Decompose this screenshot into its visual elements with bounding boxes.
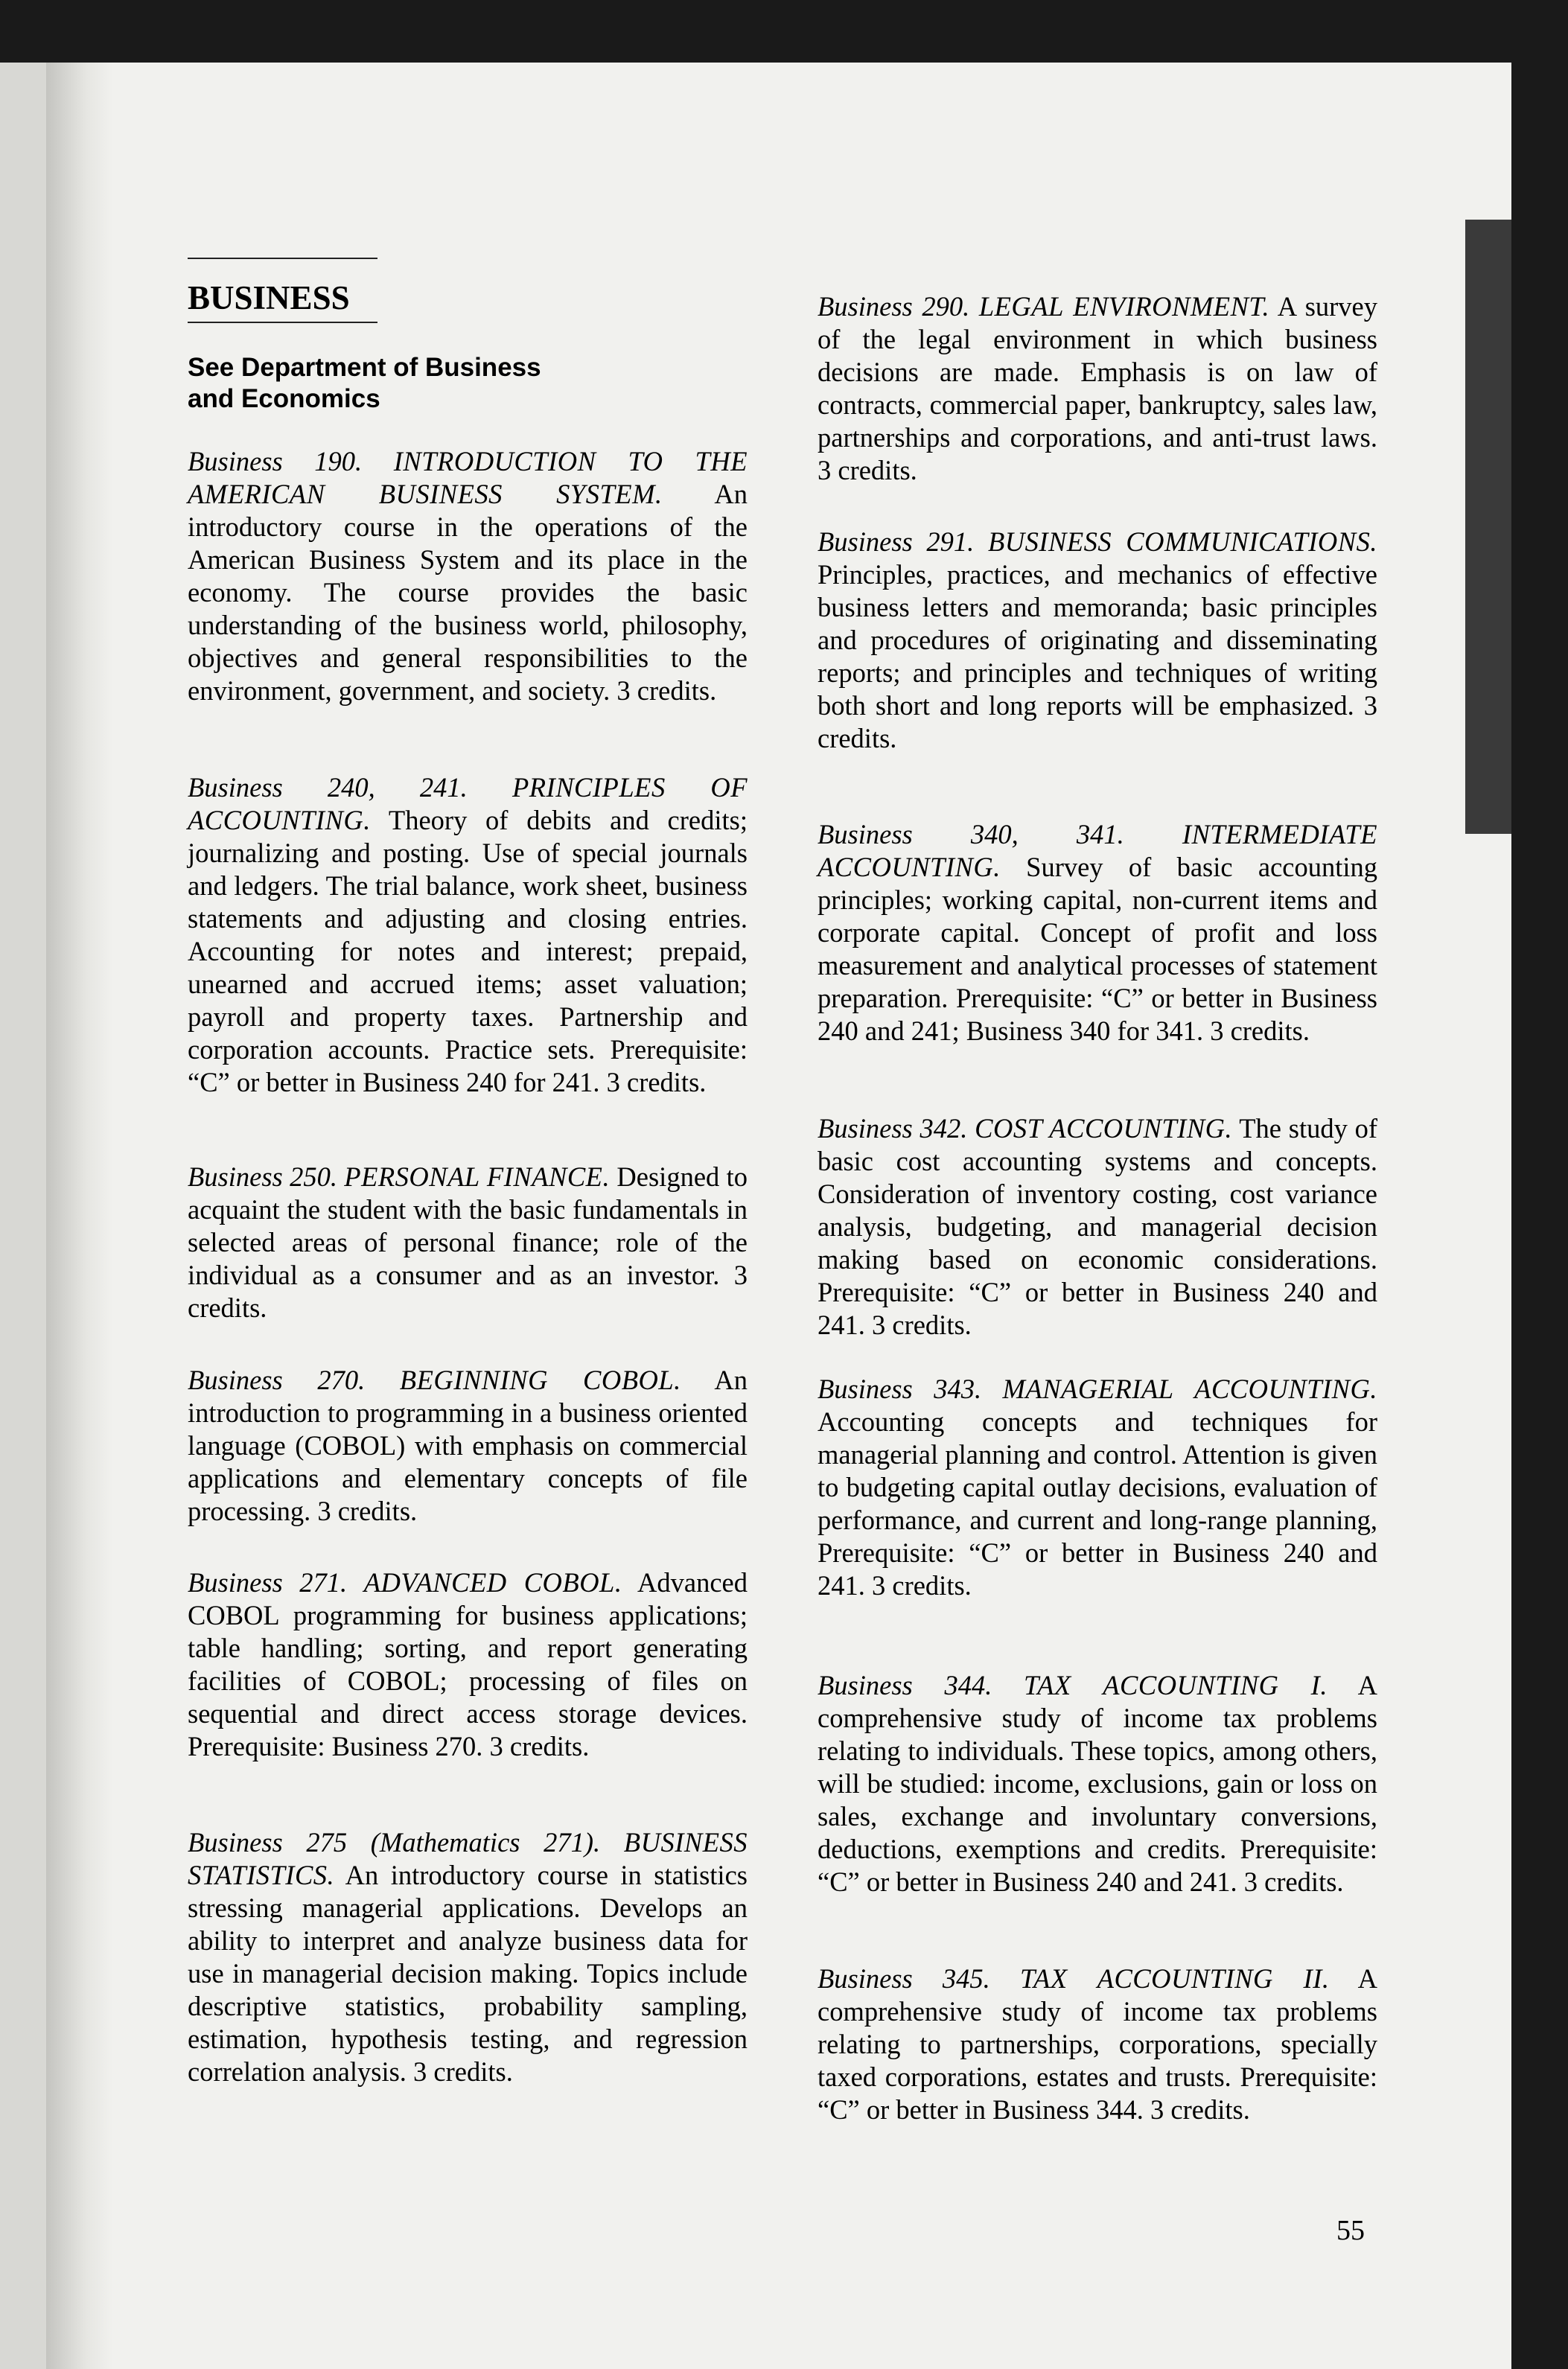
course-entry [188,1364,748,1528]
section-heading: BUSINESS [188,279,350,316]
department-reference [188,352,709,415]
course-description: A survey of the legal environment in which business decisions are made. Emphasis is on law of contracts, commercial paper, bankruptcy, sales law, partnerships and corporations, and anti-trust laws. 3 credits. [818,291,1377,485]
course-number: Business 290. [818,291,970,322]
course-description: An introductory course in statistics stressing managerial applications. Develops an ability to interpret and analyze business data for use in managerial decision making. Topics include descriptive statistics, probability sampling, estimation, hypothesis testing, and regression correlation analysis. 3 credits. [188,1860,748,2087]
course-description: Principles, practices, and mechanics of effective business letters and memoranda; basic principles and procedures of originating and disseminating reports; and principles and techniques of writing both short and long reports will be emphasized. 3 credits. [818,559,1377,753]
course-number: Business 340, 341. [818,819,1124,849]
course-entry [818,1112,1377,1342]
course-entry [188,1566,748,1763]
course-title: INTERMEDIATE ACCOUNTING. [818,819,1378,882]
course-title: BUSINESS COMMUNICATIONS. [987,526,1377,557]
course-description: Designed to acquaint the student with the basic fundamentals in selected areas of personal finance; role of the individual as a consumer and as an investor. 3 credits. [188,1161,748,1323]
course-entry [818,1963,1377,2126]
page-number: 55 [1336,2215,1365,2246]
course-title: PERSONAL FINANCE. [344,1161,611,1192]
facing-page-edge [0,63,46,2369]
course-number: Business 250. [188,1161,337,1192]
thumb-index-tab [1465,220,1511,834]
department-reference-line-2: and Economics [188,384,380,413]
heading-top-rule [188,258,377,259]
course-number: Business 275 (Mathematics 271). [188,1827,601,1858]
course-title: INTRODUCTION TO THE AMERICAN BUSINESS SYSTEM. [188,446,748,509]
course-entry [818,1373,1377,1602]
catalog-page [46,63,1511,2369]
course-number: Business 342. [818,1113,968,1144]
course-title: TAX ACCOUNTING I. [1024,1670,1328,1700]
course-entry [188,771,748,1099]
course-entry [188,1161,748,1324]
gutter-shadow [46,63,113,2369]
course-title: BEGINNING COBOL. [399,1365,681,1395]
course-entry [188,1826,748,2088]
course-description: A comprehensive study of income tax problems relating to partnerships, corporations, specially taxed corporations, estates and trusts. Prerequisite: “C” or better in Business 344. 3 credits. [818,1963,1377,2125]
course-description: Theory of debits and credits; journalizing and posting. Use of special journals and ledgers. The trial balance, work sheet, business statements and adjusting and closing entries. Accounting for notes and interest; prepaid, unearned and accrued items; asset valuation; payroll and property taxes. Partnership and corporation accounts. Practice sets. Prerequisite: “C” or better in Business 240 for 241. 3 credits. [188,805,748,1097]
course-title: LEGAL ENVIRONMENT. [978,291,1270,322]
course-description: Advanced COBOL programming for business applications; table handling; sorting, and report generating facilities of COBOL; processing of files on sequential and direct access storage devices. Prerequisite: Business 270. 3 credits. [188,1567,748,1761]
course-title: TAX ACCOUNTING II. [1019,1963,1330,1994]
course-title: ADVANCED COBOL. [363,1567,622,1598]
department-reference-line-1: See Department of Business [188,353,541,382]
course-title: BUSINESS STATISTICS. [188,1827,748,1890]
course-entry [818,290,1377,487]
course-title: COST ACCOUNTING. [975,1113,1233,1144]
course-number: Business 271. [188,1567,348,1598]
course-number: Business 240, 241. [188,772,468,803]
course-number: Business 270. [188,1365,366,1395]
course-description: A comprehensive study of income tax problems relating to individuals. These topics, among others, will be studied: income, exclusions, gain or loss on sales, exchange and involuntary conversions, deductions, exemptions and credits. Prerequisite: “C” or better in Business 240 and 241. 3 credits. [818,1670,1377,1897]
course-number: Business 343. [818,1374,982,1404]
course-description: The study of basic cost accounting systems and concepts. Consideration of inventory costing, cost variance analysis, budgeting, and managerial decision making based on economic considerations. Prerequisite: “C” or better in Business 240 and 241. 3 credits. [818,1113,1377,1340]
course-description: Survey of basic accounting principles; working capital, non-current items and corporate capital. Concept of profit and loss measurement and analytical processes of statement preparation. Prerequisite: “C” or better in Business 240 and 241; Business 340 for 341. 3 credits. [818,852,1377,1046]
course-title: PRINCIPLES OF ACCOUNTING. [188,772,748,835]
course-number: Business 190. [188,446,363,476]
course-entry [818,1669,1377,1898]
course-title: MANAGERIAL ACCOUNTING. [1002,1374,1377,1404]
course-entry [188,445,748,707]
course-description: An introductory course in the operations of the American Business System and its place in the economy. The course provides the basic understanding of the business world, philosophy, objectives and general responsibilities to the environment, government, and society. 3 credits. [188,479,748,706]
course-number: Business 345. [818,1963,990,1994]
course-description: Accounting concepts and techniques for managerial planning and control. Attention is given to budgeting capital outlay decisions, evaluation of performance, and current and long-range planning, Prerequisite: “C” or better in Business 240 and 241. 3 credits. [818,1406,1377,1601]
heading-underline [188,322,377,323]
course-number: Business 291. [818,526,975,557]
course-entry [818,818,1377,1048]
course-number: Business 344. [818,1670,992,1700]
course-description: An introduction to programming in a business oriented language (COBOL) with emphasis on commercial applications and elementary concepts of file processing. 3 credits. [188,1365,748,1526]
course-entry [818,526,1377,755]
